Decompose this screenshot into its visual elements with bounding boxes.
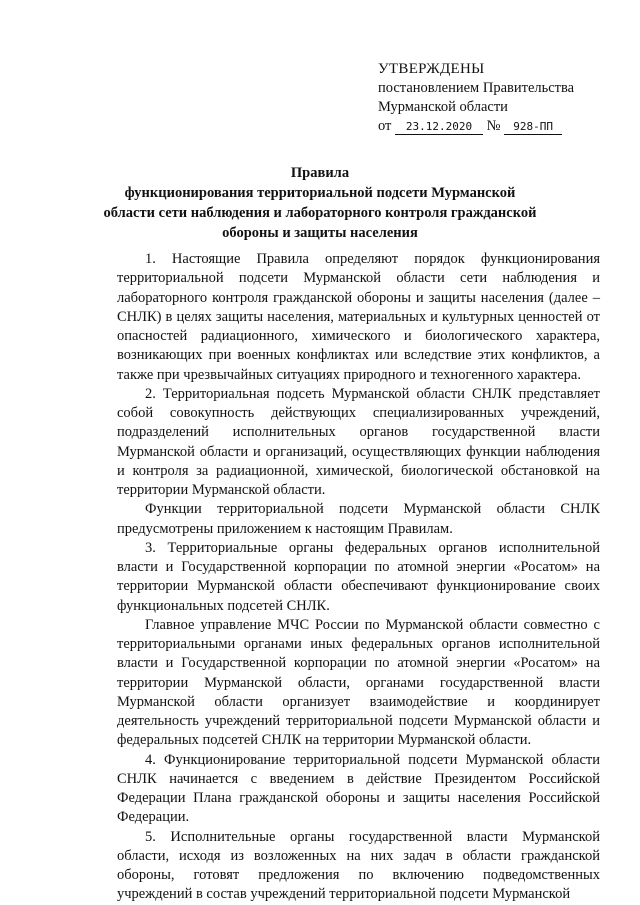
approval-line-2: Мурманской области [378,99,508,115]
approval-number: 928-ПП [504,120,562,135]
paragraph: Главное управление МЧС России по Мурманской области совместно с территориальными органами иных федеральных органов исполнительной власти и Государственной корпорации по атомной энергии «Росатом» на территории Мурманской области, органами государственной власти Мурманской области организует взаимодействие и координирует деятельность учреждений территориальной подсети Мурманской области и федеральных подсетей СНЛК на территории Мурманской области. [117,616,600,749]
approval-title: УТВЕРЖДЕНЫ [378,61,485,77]
paragraph: 4. Функционирование территориальной подсети Мурманской области СНЛК начинается с введением в действие Президентом Российской Федерации Плана гражданской обороны и защиты населения Российской Федерации. [117,751,600,826]
approval-block [378,60,618,136]
paragraph: 3. Территориальные органы федеральных органов исполнительной власти и Государственной корпорации по атомной энергии «Росатом» на территории Мурманской области обеспечивают функционирование своих функциональных подсетей СНЛК. [117,539,600,614]
document-heading [100,163,540,243]
paragraph: 2. Территориальная подсеть Мурманской области СНЛК представляет собой совокупность действующих специализированных учреждений, подразделений исполнительных органов государственной власти Мурманской области и организаций, осуществляющих функции наблюдения и контроля за радиационной, химической, биологической обстановкой на территории Мурманской области. [117,385,600,498]
date-prefix: от [378,118,392,134]
approval-line-1: постановлением Правительства [378,80,575,96]
heading-title: Правила [290,165,350,181]
number-prefix: № [486,118,501,134]
heading-subtitle: функционирования территориальной подсети Мурманской области сети наблюдения и лабораторного контроля гражданской обороны и защиты населения [103,185,537,241]
paragraph: 1. Настоящие Правила определяют порядок функционирования территориальной подсети Мурманской области сети наблюдения и лабораторного контроля гражданской обороны и защиты населения (далее – СНЛК) в целях защиты населения, материальных и культурных ценностей от опасностей радиационного, химического и биологического характера, возникающих при военных конфликтах или вследствие этих конфликтов, а также при чрезвычайных ситуациях природного и техногенного характера. [117,251,600,383]
document-body [117,250,600,905]
approval-date: 23.12.2020 [395,120,483,135]
paragraph: 5. Исполнительные органы государственной власти Мурманской области, исходя из возложенных на них задач в области гражданской обороны, готовят предложения по включению подведомственных учреждений в состав учреждений территориальной подсети Мурманской [117,828,600,903]
paragraph: Функции территориальной подсети Мурманской области СНЛК предусмотрены приложением к настоящим Правилам. [117,501,600,537]
approval-date-line [378,117,618,136]
